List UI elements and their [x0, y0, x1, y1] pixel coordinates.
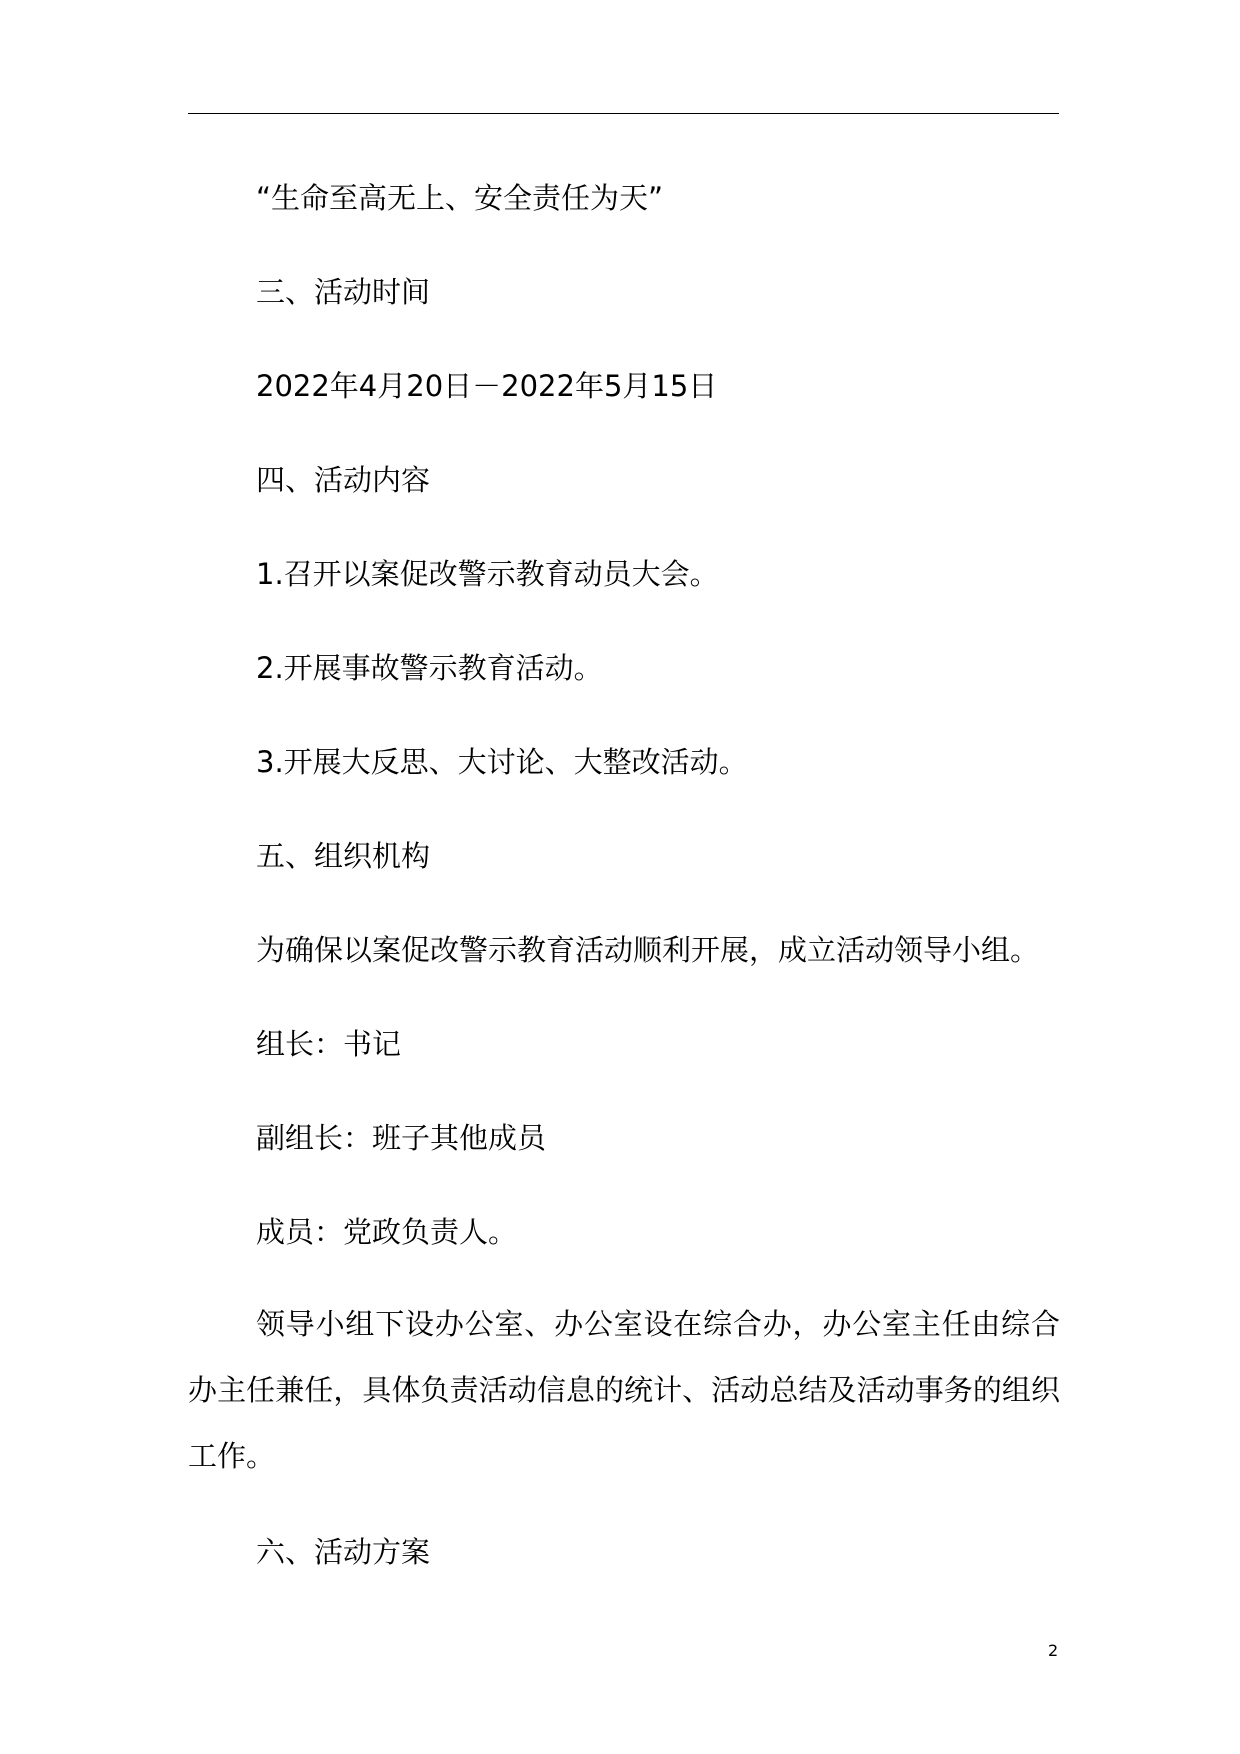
- section-heading-time: 三、活动时间: [256, 275, 431, 309]
- section-heading-plan: 六、活动方案: [256, 1535, 431, 1569]
- group-members: 成员：党政负责人。: [256, 1215, 518, 1249]
- activity-date-range: 2022年4月20日－2022年5月15日: [256, 369, 718, 403]
- header-rule: [188, 113, 1059, 114]
- content-item-3: 3.开展大反思、大讨论、大整改活动。: [256, 745, 748, 779]
- deputy-group-leader: 副组长：班子其他成员: [256, 1121, 547, 1155]
- page-number: 2: [1048, 1641, 1059, 1660]
- slogan-line: “生命至高无上、安全责任为天”: [256, 181, 664, 215]
- content-item-1: 1.召开以案促改警示教育动员大会。: [256, 557, 719, 591]
- section-heading-organization: 五、组织机构: [256, 839, 431, 873]
- office-paragraph: 领导小组下设办公室、办公室设在综合办，办公室主任由综合办主任兼任，具体负责活动信息的统计、活动总结及活动事务的组织工作。: [188, 1307, 1060, 1473]
- organization-intro: 为确保以案促改警示教育活动顺利开展，成立活动领导小组。: [256, 933, 1040, 967]
- content-item-2: 2.开展事故警示教育活动。: [256, 651, 603, 685]
- group-leader: 组长：书记: [256, 1027, 402, 1061]
- section-heading-content: 四、活动内容: [256, 463, 431, 497]
